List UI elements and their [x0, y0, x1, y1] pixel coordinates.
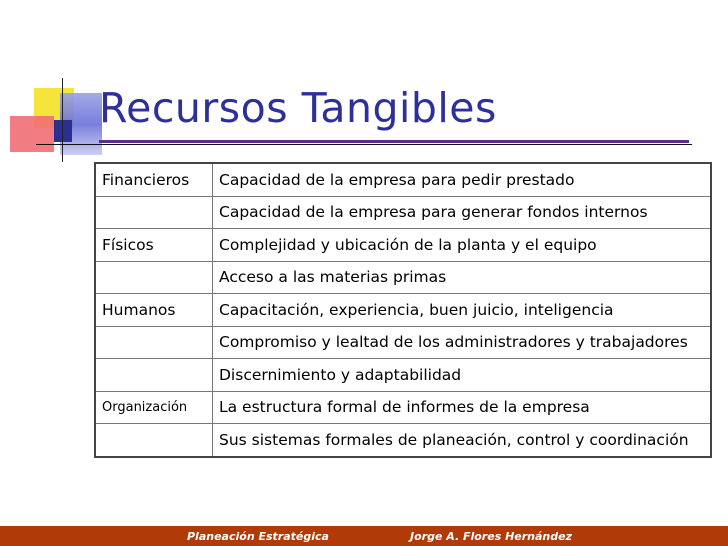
category-cell: [95, 424, 213, 457]
description-cell: Capacitación, experiencia, buen juicio, inteligencia: [213, 294, 712, 327]
category-cell: [95, 196, 213, 229]
category-cell: Físicos: [95, 229, 213, 262]
table-row: [95, 391, 711, 424]
slide-title: Recursos Tangibles: [99, 84, 497, 132]
description-cell: Capacidad de la empresa para generar fondos internos: [213, 196, 712, 229]
table-row: [95, 261, 711, 294]
category-cell: Organización: [95, 391, 213, 424]
title-underline: [99, 140, 689, 143]
decorative-navy-square: [54, 120, 72, 142]
footer-course-title: Planeación Estratégica: [187, 530, 329, 543]
category-cell: [95, 359, 213, 392]
description-cell: La estructura formal de informes de la empresa: [213, 391, 712, 424]
category-cell: [95, 326, 213, 359]
decorative-vertical-line: [62, 78, 63, 162]
description-cell: Acceso a las materias primas: [213, 261, 712, 294]
footer-author: Jorge A. Flores Hernández: [410, 530, 572, 543]
tangible-resources-table: [94, 162, 712, 458]
table-row: [95, 163, 711, 196]
table-row: [95, 294, 711, 327]
decorative-horizontal-line: [36, 144, 692, 145]
description-cell: Sus sistemas formales de planeación, control y coordinación: [213, 424, 712, 457]
table-row: [95, 359, 711, 392]
table-row: [95, 424, 711, 457]
description-cell: Capacidad de la empresa para pedir prestado: [213, 163, 712, 196]
category-cell: [95, 261, 213, 294]
description-cell: Discernimiento y adaptabilidad: [213, 359, 712, 392]
description-cell: Complejidad y ubicación de la planta y el equipo: [213, 229, 712, 262]
decorative-red-square: [10, 116, 54, 152]
category-cell: Financieros: [95, 163, 213, 196]
footer-bar: [0, 526, 728, 546]
description-cell: Compromiso y lealtad de los administradores y trabajadores: [213, 326, 712, 359]
category-cell: Humanos: [95, 294, 213, 327]
table-row: [95, 196, 711, 229]
table-row: [95, 326, 711, 359]
table-row: [95, 229, 711, 262]
